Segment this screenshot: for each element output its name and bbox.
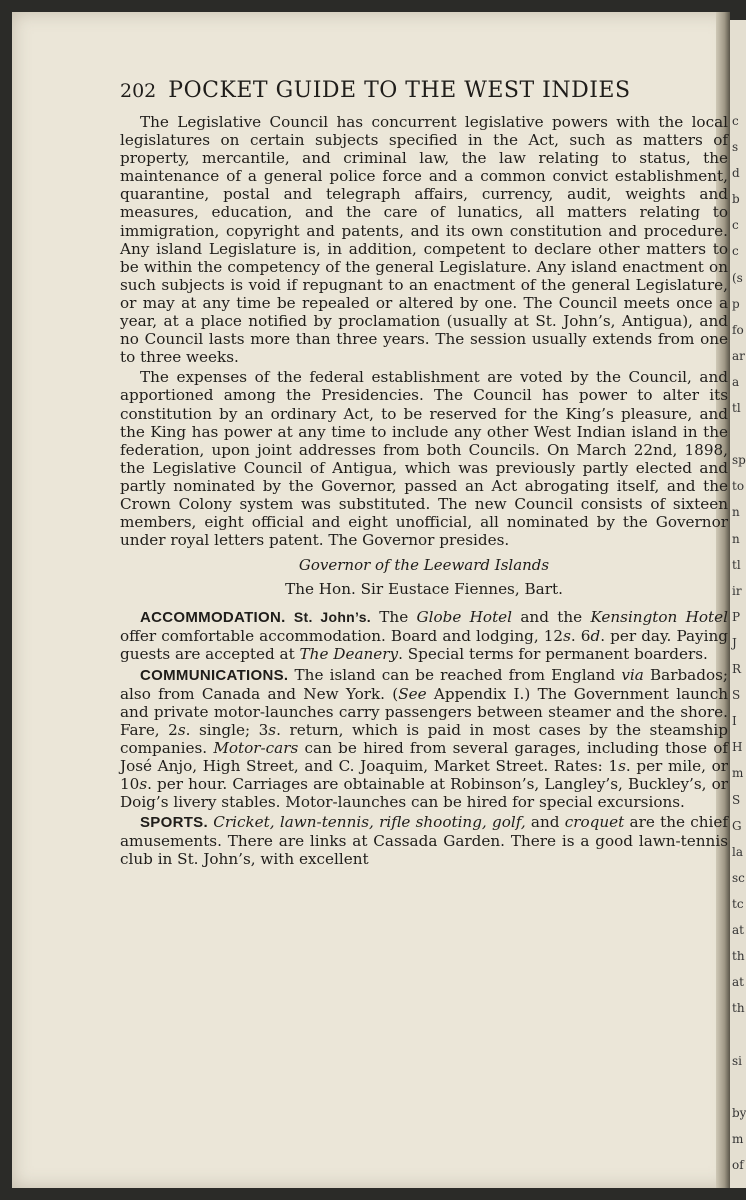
section-accommodation bbox=[120, 608, 728, 663]
next-page-fragment: c bbox=[732, 114, 739, 128]
text-run: The island can be reached from England bbox=[288, 665, 622, 684]
next-page-fragment: tl bbox=[732, 401, 741, 415]
next-page-fragment: s bbox=[732, 140, 739, 154]
next-page-fragment: J bbox=[732, 636, 737, 650]
text-run: . per mile, or 10 bbox=[120, 757, 728, 794]
hotel-name: Kensington Hotel bbox=[590, 608, 728, 627]
next-page-fragment: I bbox=[732, 714, 737, 728]
next-page-fragment: n bbox=[732, 505, 740, 519]
paragraph-legislative-council: The Legislative Council has concurrent legislative powers with the local legislatures on certain subjects specified in the Act, such as matters of property, mercantile, and criminal law, the law relating to status, the maintenance of a general police force and a common convict establishment, quarantine, postal and telegraph affairs, currency, audit, weights and measures, education, and the care of lunatics, all matters relating to immigration, copyright and patents, and its own constitution and procedure. Any island Legislature is, in addition, competent to declare other matters to be within the competency of the general Legislature. Any island enactment on such subjects is void if repugnant to an enactment of the general Legislature, or may at any time be repealed or altered by one. The Council meets once a year, at a place notified by proclamation (usually at St. John’s, Antigua), and no Council lasts more than three years. The session usually extends from one to three weeks. bbox=[120, 113, 728, 367]
sports-heading: SPORTS. bbox=[140, 814, 208, 832]
text-run: and the bbox=[512, 608, 591, 627]
text-run: and bbox=[525, 813, 565, 832]
currency-unit: s bbox=[563, 627, 571, 646]
sports-list: Cricket, lawn-tennis, rifle shooting, golf, bbox=[213, 813, 526, 832]
hotel-name: Globe Hotel bbox=[416, 608, 513, 627]
currency-unit: s bbox=[618, 757, 626, 775]
text-run: . per day. Paying guests are accepted at bbox=[120, 627, 728, 664]
running-title: POCKET GUIDE TO THE WEST INDIES bbox=[168, 78, 631, 103]
paragraph-federal-expenses: The expenses of the federal establishment are voted by the Council, and apportioned among the Presidencies. The Council has power to alter its constitution by an ordinary Act, to be reserved for the King’s pleasure, and the King has power at any time to include any other West Indian island in the federation, upon joint addresses from both Councils. On March 22nd, 1898, the Legislative Council of Antigua, which was previously partly elected and partly nominated by the Governor, passed an Act abrogating itself, and the Crown Colony system was substituted. The new Council consists of sixteen members, eight official and eight unofficial, all nominated by the Governor under royal letters patent. The Governor presides. bbox=[120, 368, 728, 550]
next-page-fragment: at bbox=[732, 923, 744, 937]
section-communications bbox=[120, 666, 728, 812]
page-content bbox=[120, 78, 728, 869]
text-run: Barbados; also from Canada and New York. ( bbox=[120, 665, 729, 703]
next-page-fragment: at bbox=[732, 975, 744, 989]
accommodation-place: St. John’s. bbox=[293, 609, 371, 626]
text-run: offer comfortable accommodation. Board and lodging, 12 bbox=[120, 627, 564, 646]
next-page-fragment: a bbox=[732, 375, 740, 389]
next-page-fragment: by bbox=[732, 1106, 746, 1120]
next-page-fragment: b bbox=[732, 192, 740, 206]
text-run: Appendix I.) The Government launch and private motor-launches carry passengers between steamer and the shore. Fare, 2 bbox=[120, 684, 728, 739]
next-page-fragment: n bbox=[732, 532, 740, 546]
next-page-fragment: th bbox=[732, 949, 745, 963]
text-run: . per hour. Carriages are obtainable at Robinson’s, Langley’s, Buckley’s, or Doig’s livery stables. Motor-launches can be hired for special excursions. bbox=[120, 775, 728, 812]
section-sports bbox=[120, 813, 728, 868]
next-page-fragment: of bbox=[732, 1158, 744, 1172]
next-page-fragment: c bbox=[732, 244, 739, 258]
text-run: The bbox=[370, 608, 417, 627]
italic-word: croquet bbox=[564, 813, 625, 832]
currency-unit: s bbox=[268, 720, 277, 739]
hotel-name: The Deanery bbox=[299, 645, 399, 664]
text-run: . 6 bbox=[570, 627, 591, 646]
governor-heading: Governor of the Leeward Islands bbox=[298, 556, 550, 575]
text-run: . Special terms for permanent boarders. bbox=[398, 645, 708, 664]
currency-unit: s bbox=[177, 720, 186, 739]
text-run: can be hired from several garages, including those of José Anjo, High Street, and C. Joaquim, Market Street. Rates: 1 bbox=[120, 738, 728, 775]
currency-unit: d bbox=[590, 627, 601, 646]
text-run: . return, which is paid in most cases by the steamship companies. bbox=[120, 720, 728, 757]
italic-word: See bbox=[398, 684, 427, 703]
next-page-fragment: S bbox=[732, 688, 741, 702]
next-page-fragment: sc bbox=[732, 871, 745, 885]
page-number: 202 bbox=[120, 80, 157, 102]
text-run: . single; 3 bbox=[185, 720, 269, 739]
next-page-fragment: P bbox=[732, 610, 741, 624]
communications-heading: COMMUNICATIONS. bbox=[140, 666, 289, 684]
italic-word: Motor-cars bbox=[213, 738, 299, 757]
next-page-fragment: ar bbox=[732, 349, 745, 363]
next-page-fragment: H bbox=[732, 740, 743, 754]
next-page-fragment: p bbox=[732, 297, 740, 311]
book-page bbox=[12, 12, 730, 1188]
next-page-fragment: m bbox=[732, 1132, 744, 1146]
next-page-fragment: d bbox=[732, 166, 740, 180]
next-page-fragment: S bbox=[732, 793, 741, 807]
text-run: are the chief amusements. There are links at Cassada Garden. There is a good lawn-tennis club in St. John’s, with excellent bbox=[120, 813, 729, 869]
running-header bbox=[120, 78, 728, 103]
next-page-fragment: tc bbox=[732, 897, 744, 911]
next-page-fragment: si bbox=[732, 1054, 742, 1068]
next-page-fragment: m bbox=[732, 766, 744, 780]
next-page-fragment: c bbox=[732, 218, 739, 232]
next-page-fragment: ir bbox=[732, 584, 742, 598]
next-page-fragment: th bbox=[732, 1001, 745, 1015]
next-page-fragment: sp bbox=[732, 453, 746, 467]
currency-unit: s bbox=[139, 775, 148, 794]
governor-name: The Hon. Sir Eustace Fiennes, Bart. bbox=[285, 580, 563, 599]
next-page-fragment: fo bbox=[732, 323, 744, 337]
next-page-fragment: tl bbox=[732, 558, 741, 572]
next-page-fragment: la bbox=[732, 845, 743, 859]
next-page-edge bbox=[730, 20, 746, 1188]
next-page-fragment: G bbox=[732, 819, 742, 833]
next-page-fragment: (s bbox=[732, 271, 743, 285]
next-page-fragment: to bbox=[732, 479, 745, 493]
italic-word: via bbox=[621, 665, 644, 684]
accommodation-heading: ACCOMMODATION. bbox=[140, 609, 286, 627]
next-page-fragment: R bbox=[732, 662, 742, 676]
